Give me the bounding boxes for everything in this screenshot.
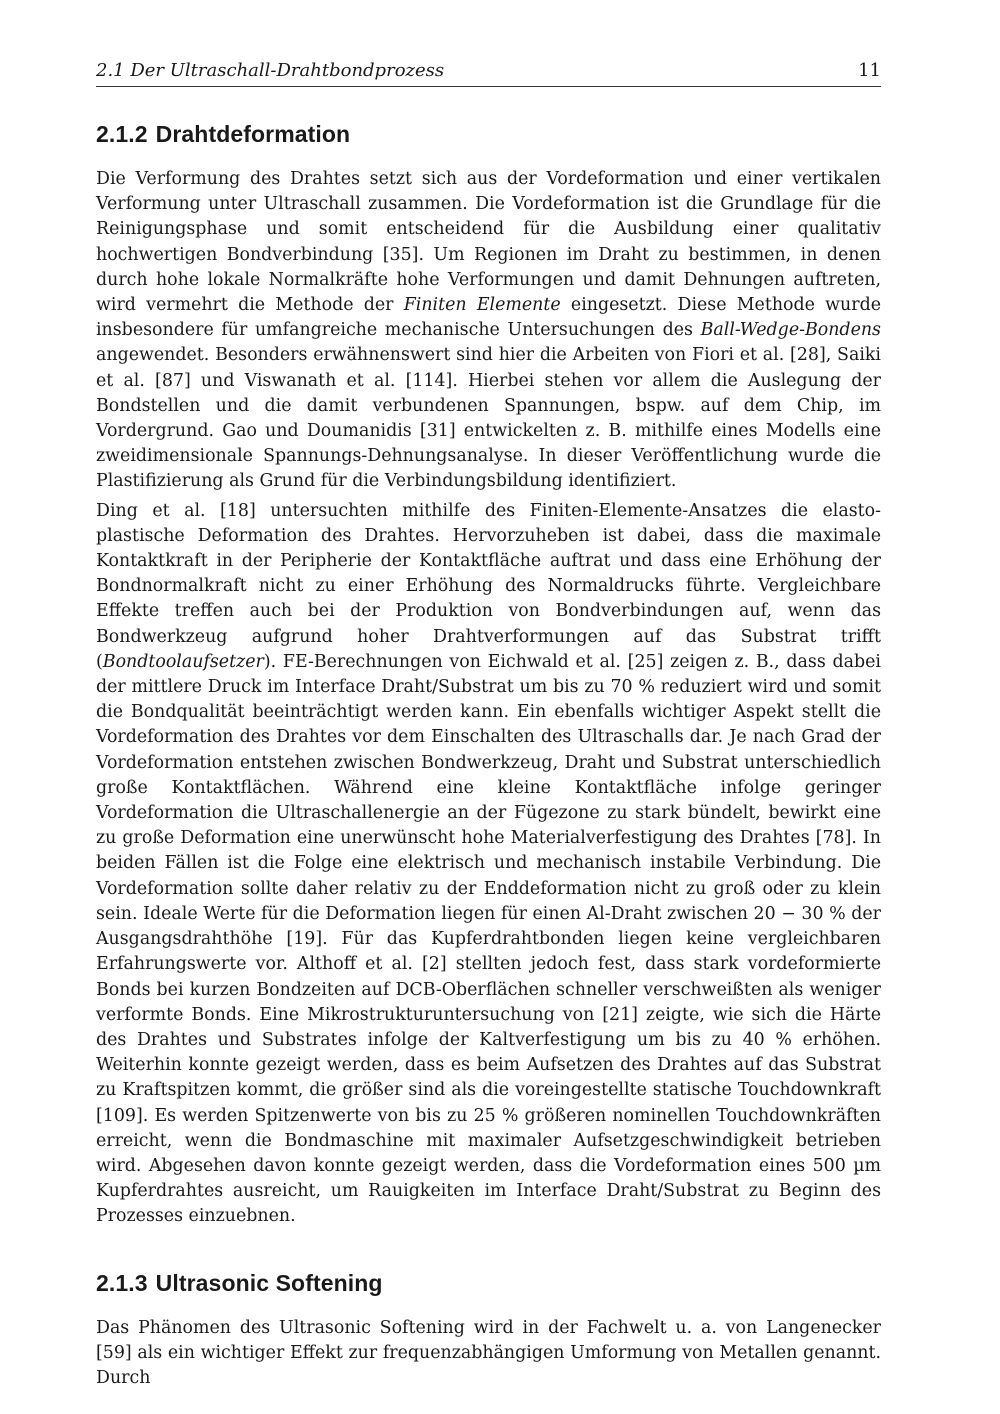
section-heading — [96, 119, 881, 149]
header-title: 2.1 Der Ultraschall-Drahtbondprozess — [96, 60, 445, 81]
text-run: Ding et al. [18] untersuchten mithilfe des Finiten-Elemente-Ansatzes die elasto-plastische Deformation des Drahtes. Hervorzuheben ist dabei, dass die maximale Kontaktkraft in der Peripherie der Kontaktfläche auftrat und dass eine Erhöhung der Bondnormalkraft nicht zu einer Erhöhung des Normaldrucks führte. Vergleichbare Effekte treffen auch bei der Produktion von Bondverbindungen auf, wenn das Bondwerkzeug aufgrund hoher Drahtverformungen auf das Substrat trifft ( — [96, 500, 881, 672]
text-run: Die Verformung des Drahtes setzt sich aus der Vordeformation und einer vertikalen Verformung unter Ultraschall zusammen. Die Vordeformation ist die Grundlage für die Reinigungsphase und somit entscheidend für die Ausbildung einer qualitativ hochwertigen Bondverbindung [35]. Um Regionen im Draht zu bestimmen, in denen durch hohe lokale Normalkräfte hohe Verformungen und damit Dehnungen auftreten, wird vermehrt die Methode der — [96, 169, 881, 316]
text-run: ). FE-Berechnungen von Eichwald et al. [25] zeigen z. B., dass dabei der mittlere Druck im Interface Draht/Substrat um bis zu 70 % reduziert wird und somit die Bondqualität beeinträchtigt werden kann. Ein ebenfalls wichtiger Aspekt stellt die Vordeformation des Drahtes vor dem Einschalten des Ultraschalls dar. Je nach Grad der Vordeformation entstehen zwischen Bondwerkzeug, Draht und Substrat unterschiedlich große Kontaktflächen. Während eine kleine Kontaktfläche infolge geringer Vordeformation die Ultraschallenergie an der Fügezone zu stark bündelt, bewirkt eine zu große Deformation eine unerwünscht hohe Materialverfestigung des Drahtes [78]. In beiden Fällen ist die Folge eine elektrisch und mechanisch instabile Verbindung. Die Vordeformation sollte daher relativ zu der Enddeformation nicht zu groß oder zu klein sein. Ideale Werte für die Deformation liegen für einen Al-Draht zwischen 20 − 30 % der Ausgangsdrahthöhe [19]. Für das Kupferdrahtbonden liegen keine vergleichbaren Erfahrungswerte vor. Althoff et al. [2] stellten jedoch fest, dass stark vordeformierte Bonds bei kurzen Bondzeiten auf DCB-Oberflächen schneller verschweißten als weniger verformte Bonds. Eine Mikrostrukturuntersuchung von [21] zeigte, wie sich die Härte des Drahtes und Substrates infolge der Kaltverfestigung um bis zu 40 % erhöhen. Weiterhin konnte gezeigt werden, dass es beim Aufsetzen des Drahtes auf das Substrat zu Kraftspitzen kommt, die größer sind als die voreingestellte statische Touchdownkraft [109]. Es werden Spitzenwerte von bis zu 25 % größeren nominellen Touchdownkräften erreicht, wenn die Bondmaschine mit maximaler Aufsetzgeschwindigkeit betrieben wird. Abgesehen davon konnte gezeigt werden, dass die Vordeformation eines 500 µm Kupferdrahtes ausreicht, um Rauigkeiten im Interface Draht/Substrat zu Beginn des Prozesses einzuebnen. — [96, 651, 881, 1227]
section-number: 2.1.2 — [96, 121, 148, 147]
section-number: 2.1.3 — [96, 1269, 148, 1296]
running-header — [96, 58, 881, 87]
text-run: Das Phänomen des Ultrasonic Softening wird in der Fachwelt u. a. von Langenecker [59] als ein wichtiger Effekt zur frequenzabhängigen Umformung von Metallen genannt. Durch — [96, 1317, 881, 1388]
body-paragraph — [96, 499, 881, 1230]
italic-term: Ball-Wedge-Bondens — [700, 320, 881, 341]
section-title: Drahtdeformation — [155, 121, 351, 147]
document-page — [96, 58, 881, 1395]
italic-term: Bondtoolaufsetzer — [102, 651, 264, 672]
text-run: angewendet. Besonders erwähnenswert sind hier die Arbeiten von Fiori et al. [28], Saiki et al. [87] und Viswanath et al. [114]. Hierbei stehen vor allem die Auslegung der Bondstellen und die damit verbundenen Spannungen, bspw. auf dem Chip, im Vordergrund. Gao und Doumanidis [31] entwickelten z. B. mithilfe eines Modells eine zweidimensionale Spannungs-Dehnungsanalyse. In dieser Veröffentlichung wurde die Plastifizierung als Grund für die Verbindungsbildung identifiziert. — [96, 345, 881, 492]
body-paragraph — [96, 167, 881, 495]
section-title: Ultrasonic Softening — [155, 1269, 383, 1296]
text-run: eingesetzt. Diese Methode wurde insbesondere für umfangreiche mechanische Untersuchungen des — [96, 295, 881, 341]
section-heading — [96, 1268, 881, 1298]
body-paragraph — [96, 1316, 881, 1392]
italic-term: Finiten Elemente — [403, 295, 561, 316]
page-number: 11 — [858, 60, 881, 81]
